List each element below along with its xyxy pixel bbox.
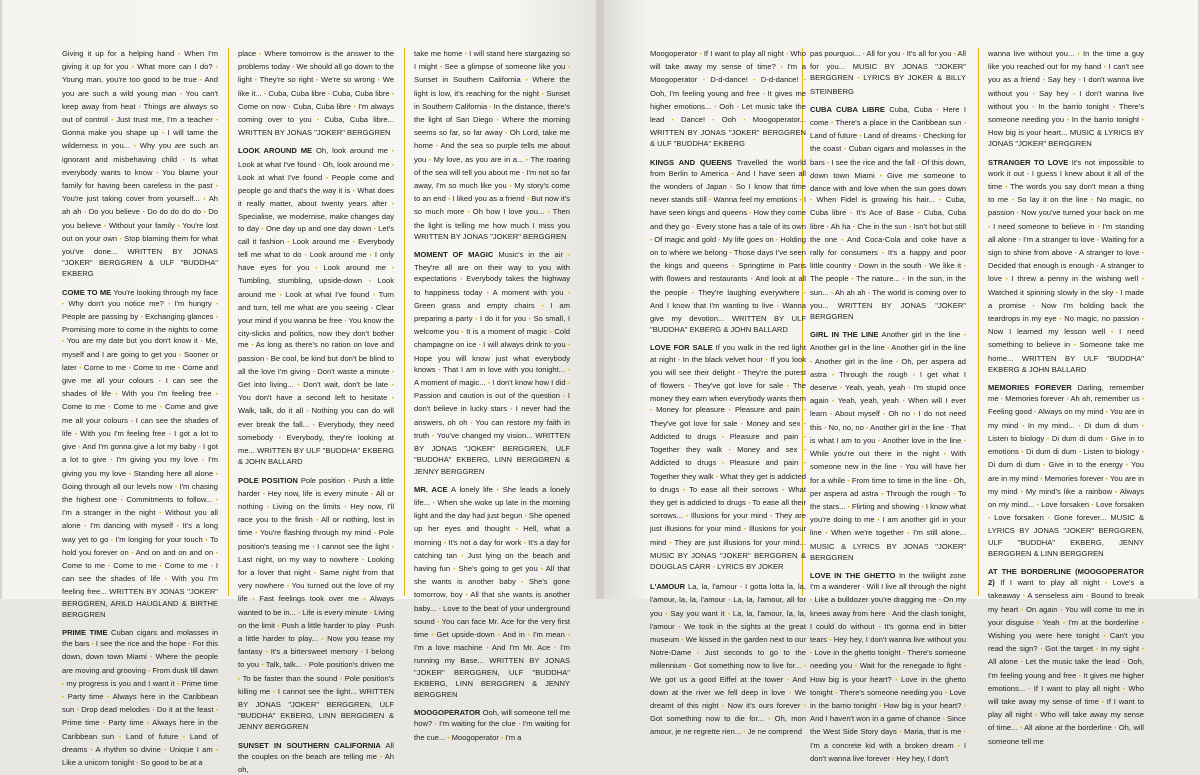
lyrics-text: Darling, remember me • Memories forever • Ah ah, remember us • Feeling good • Always on my mind • You are in my mind • In my mind... • Di dum di dum • Listen to biology • Di dum di dum • Give in to emotions • Di dum di dum • Listen to biology • Di dum di dum • Give in to the energy • You are in my mind • Memories forever • You are in my mind • My mind's like a rainbow • Always on my mind... • Love forsaken • Love forsaken • Love forsaken • Gone forever... MUSIC & LYRICS BY JONAS "JOKER" BERGGREN, ULF "BUDDHA" EKBERG, JENNY BERGGREN & LINN BERGGREN [988, 383, 1145, 558]
lyrics-continuation [62, 48, 218, 280]
lyrics-column-6 [988, 48, 1145, 746]
song-entry [988, 157, 1144, 375]
lyrics-text: Ooh, will someone tell me how? • I'm waiting for the clue • I'm waiting for the cue... • Moogoperator • I'm a [414, 708, 571, 742]
lyrics-text: If I want to play all night • Love's a takeaway • A senseless aim • Bound to break my heart • On again • You will come to me in your disguise • Yeah • I'm at the borderline • Wishing you were here tonight • Can't you read the sign? • Got the target • In my sight • All alone • Let the music take the lead • Ooh, I'm feeling young and free • It gives me higher emotions... • If I want to play all night • Who will take away my sense of time • If I want to play all night • Who will take away my sense of time... • All alone at the borderline • Oh, will someone tell me [988, 578, 1145, 746]
song-entry [238, 145, 394, 467]
column-rule [404, 48, 405, 596]
lyrics-text: You're looking through my face • Why don't you notice me? • I'm hungry • People are passing by • Exchanging glances • Promising more to come in the nights to come • You are my date but you don't know it • Me, myself and I are going to get you • Sooner or later • Come to me • Come to me • Come and give me all your colours • I can see the shades of life • With you I'm feeling free • Come to me • Come to me • Come and give me all your colours • I can see the shades of life • With you I'm feeling free • I got a lot to give • And I'm gonna give a lot my baby • I got a lot to give • I'm giving you my love • I'm giving you my love • Standing here all alone • Going through all our levels now • I'm chasing the highest one • Commitments to follow... • I'm a stranger in the night • Without you all alone • I'm dancing with myself • It's a long way yet to go • I'm longing for your touch • To hold you forever on • And on and on and on • Come to me • Come to me • Come to me • I can see the shades of life • With you I'm feeling free... WRITTEN BY JONAS "JOKER" BERGGREN, ARILD HAUGLAND & BIRTHE BERGGREN [62, 287, 219, 619]
song-entry [988, 566, 1144, 747]
lyrics-text: La, la, l'amour • I gotta lotta la, la, l'amour, la, la, l'amour • La, la, l'amour, all for you • Say you want it • La, la, l'amour, la, la, l'amour • We took in the sights at the great museum • We kissed in the garden next to our Notre-Dame • Just seconds to go to the millennium • Got something now to live for... • We got us a good Eiffel at the tower • And down at the river we fell deep in love • We dreamt of this night • Now it's ours forever • Got something now to die for... • Oh, mon amour, je ne regrette rien... • Je ne comprend [650, 582, 807, 737]
song-title: MR. ACE [414, 484, 448, 494]
lyrics-column-5 [810, 48, 967, 763]
lyrics-text: Another girl in the line • Another girl in the line • Another girl in the line • Another girl in the line • Oh, per aspera ad astra • Through the rough • I get what I deserve • Yeah, yeah, yeah • I'm stupid once again • Yeah, yeah, yeah • When will I ever learn • About myself • Oh no • I do not need this • No, no, no • Another girl in the line • That is what I am to you • Another love in the line • While you're out there in the night • With someone new in the line • You will have her for a while • From time to time in the line • Oh, per aspera ad astra • Through the rough • To the stars... • Flirting and showing • I know what you're doing to me • I am another girl in your line • When we're together • I'm still alone... MUSIC & LYRICS BY JONAS "JOKER" BERGGREN [810, 330, 967, 562]
song-entry [988, 382, 1144, 559]
song-entry [414, 707, 570, 745]
lyrics-text: A lonely life • She leads a lonely life... • When she woke up late in the morning light and the day had just begun • She opened up her eyes and thought • Hell, what a morning • It's not a day for work • It's a day for catching tan • Just lying on the beach and having fun • She's going to get you • All that she wants is another baby • She's gone tomorrow, boy • All that she wants is another baby... • Love to the beat of your underground sound • You can face Mr. Ace for the very first time • Get upside-down • And in • I'm mean • I'm a love machine • And I'm Mr. Ace • I'm running my Base... WRITTEN BY JONAS "JOKER" BERGGREN, ULF "BUDDHA" EKBERG, LINN BERGGREN & JENNY BERGGREN [414, 484, 571, 699]
song-entry [650, 342, 806, 574]
song-title: MEMORIES FOREVER [988, 383, 1072, 393]
song-title: LOOK AROUND ME [238, 146, 313, 156]
song-title: AT THE BORDERLINE (MOOGOPERATOR 2) [988, 566, 1144, 588]
lyrics-text: If you walk in the red light at night • In the black velvet hour • If you look you will see their delight • They're the purest of flowers • They've got love for sale • The money they earn when everybody wants them • Money for pleasure • Pleasure and pain • They've got love for sale • Money and sex • Addicted to drugs • Pleasure and pain • Together they walk • Money and sex • Addicted to drugs • Pleasure and pain • Together they walk • What they get is addicted to drugs • To ease all their sorrows • What they get is addicted to drugs • To ease all their sorrows... • Illusions for your mind • They are just illusions for your mind • Illusions for your mind • They are just illusions for your mind... MUSIC BY JONAS "JOKER" BERGGREN & DOUGLAS CARR • LYRICS BY JOKER [650, 343, 807, 571]
lyrics-continuation [988, 48, 1144, 150]
lyrics-text: take me home • I will stand here stargazing so I might • See a glimpse of someone like you • Sunset in Southern California • Where the light is low, it's reaching for the night • Sunset in Southern California • In the distance, there's the light of San Diego • Where the morning seems so far, so far away • Oh Lord, take me home • And the sea so purple tells me about you • My love, as you are in a... • The roaring of the sea will tell you about me • I'm not so far away, I'm so much like you • My story's come to an end • I liked you as a friend • But now it's so much more • Oh how I love you... • Then the light is telling me how much I miss you WRITTEN BY JONAS "JOKER" BERGGREN [414, 49, 571, 241]
lyrics-continuation [414, 48, 570, 242]
song-title: KINGS AND QUEENS [650, 157, 732, 167]
song-title: STRANGER TO LOVE [988, 157, 1069, 167]
song-title: MOOGOPERATOR [414, 708, 481, 718]
song-entry [62, 287, 218, 620]
lyrics-column-4 [650, 48, 807, 737]
left-edge [0, 0, 2, 599]
lyrics-continuation [650, 48, 806, 150]
column-rule [978, 48, 979, 596]
lyrics-text: It's not impossible to work it out • I guess I knew about it all of the time • The words you say don't mean a thing to me • So lay it on the line • No magic, no passion • Now you've turned your back on me • I need someone to believe in • I'm standing all alone • I'm a stranger to love • Waiting for a sign to shine from above • A stranger to love • Decided that enough is enough • A stranger to love • I threw a penny in the wishing well • Watched it spinning slowly in the sky • I made a promise • Now I'm holding back the teardrops in my eye • No magic, no passion • Now I learned my lesson well • I need something to believe in • Someone take me home... WRITTEN BY ULF "BUDDHA" EKBERG & JOHN BALLARD [988, 157, 1145, 374]
song-entry [810, 329, 966, 563]
song-entry [810, 570, 966, 766]
column-rule [228, 48, 229, 596]
song-title: MOMENT OF MAGIC [414, 250, 494, 260]
lyrics-text: Music's in the air • They're all are on their way to you with expectations • Everybody takes the highway to happiness today • A moment with you • Green grass and empty chairs • I am preparing a party • I do it for you • So small, I welcome you • It is a moment of magic • Cold champagne on ice • I will always drink to you • Hope you will know just what everybody knows • That I am in love with you tonight... • A moment of magic... • I don't know how I did • Passion and caution is out of the question • I don't believe in lucky stars • I never had the answers, oh oh • You can restore my faith in truth • You've changed my vision... WRITTEN BY JONAS "JOKER" BERGGREN, ULF "BUDDHA" EKBERG, LINN BERGGREN & JENNY BERGGREN [414, 250, 570, 476]
lyrics-text: Travelled the world from Berlin to America • And I have seen all the wonders of Japan • So I know that time never stands still • Wanna feel my emotions • I have seen kings and queens • How they come and they go • Every stone has a tale of its own • Of magic and gold • My life goes on • Holding on to where we belong • Those days I've seen the kings and queens • Springtime in Paris with flowers and restaurants • And look at all the people • They're laughing everywhere • And I know that I'm wanting to live • Wanna give my devotion... WRITTEN BY ULF "BUDDHA" EKBERG & JOHN BALLARD [650, 157, 807, 335]
song-title: GIRL IN THE LINE [810, 330, 879, 340]
lyrics-text: Moogoperator • If I want to play all night • Who will take away my sense of time? • I'm a Moogoperator • D-d-dance! • D-d-dance! • Ooh, I'm feeling young and free • It gives me higher emotions... • Ooh • Let music take the lead • Dance! • Ooh • Moogoperator... WRITTEN BY JONAS "JOKER" BERGGREN & ULF "BUDDHA" EKBERG [650, 49, 807, 149]
song-title: POLE POSITION [238, 475, 298, 485]
lyrics-text: Cuba, Cuba • Here I come • There's a place in the Caribbean sun • Land of future • Land of dreams • Checking for the coast • Cuban cigars and molasses in the bars • I see the rice and the fall • Of this down, down town Miami • Give me someone to dance with and love when the sun goes down • When Fidel is growing his hair... • Cuba, Cuba libre • It's Ace of Base • Cuba, Cuba libre • Ah ha • Che in the sun • Isn't hot but still the one • And Coca-Cola and coke have a rally for consumers • It's a happy and poor little country • Down in the south • We like it • The people • The nature... • In the sun, in the sun... • Ah ah ah • The world is coming over to you... WRITTEN BY JONAS "JOKER" BERGGREN [810, 104, 967, 322]
page-gutter [596, 0, 604, 599]
song-entry [62, 627, 218, 770]
lyrics-text: Pole position • Push a little harder • Hey now, life is every minute • All or nothing • Living on the limits • Hey now, I'll race you to the finish • All or nothing, lost in time • You're flashing through my mind • Pole position's teasing me • I cannot see the light • Last night, on my way to nowhere • Looking for a lover that night • Same night from that very nowhere • You turned out the love of my life • Fast feelings took over me • Always wanted to be in... • Life is every minute • Living on the limit • Push a little harder to play • Push a little harder to play... • Now you tease my fantasy • It's a bittersweet memory • I belong to you • Talk, talk... • Pole position's driven me • To be faster than the sound • Pole position's killing me • I cannot see the light... WRITTEN BY JONAS "JOKER" BERGGREN, ULF "BUDDHA" EKBERG, LINN BERGGREN & JENNY BERGGREN [238, 475, 395, 732]
song-title: COME TO ME [62, 287, 112, 297]
lyrics-text: Cuban cigars and molasses in the bars • I see the rice and the hope • For this down, down town Miami • Where the people are moving and grooving • From dusk till dawn • my progress is you and I want it • Prime time • Party time • Always here in the Caribbean sun • Drop dead melodies • Do it at the feast • Prime time • Party time • Always here in the Caribbean sun • Land of future • Land of dreams • A rhythm so divine • Unique I am • Like a unicorn tonight • So good to be at a [62, 627, 219, 767]
song-title: PRIME TIME [62, 627, 108, 637]
lyrics-text: Oh, look around me • Look at what I've found • Oh, look around me • Look at what I've found • People come and people go and that's the way it is • What does it really matter, about twenty years after • Specialise, we modernise, make changes day to day • One day up and one day down • Let's call it fashion • Look around me • Everybody tell me what to do • Look around me • I only have eyes for you • Look around me • Tumbling, stumbling, upside-down • Look around me • Look at what I've found • Turn and turn, tell me what are you seeing • Clear your mind if you wanna be free • You know the city-slicks and politics, now they don't bother me • As long as there's no ration on love and passion • Be cool, be kind but don't be blind to all the love I'm giving • Don't waste a minute • Get into living... • Don't wait, don't be late • You don't have a second left to hesitate • Walk, talk, do it all • Nothing you can do will ever break the fall... • Everybody, they need somebody • Everybody, they're looking at me... WRITTEN BY ULF "BUDDHA" EKBERG & JOHN BALLARD [238, 146, 394, 467]
lyrics-column-1 [62, 48, 219, 767]
lyrics-column-2 [238, 48, 395, 774]
lyrics-text: In the twilight zone I'm a wanderer • Will I live all through the night • Like a bulldozer you're dragging me • On my knees away from here • And the clash tonight, I could do without • It's gonna end in bitter tears • Hey hey, I don't wanna live without you • Love in the ghetto tonight • There's someone needing you • Wait for the renegade to fight • How big is your heart? • Love in the ghetto tonight • There's someone needing you • Love in the barrio tonight • How big is your heart? • And I haven't won in a game of chance • Since the West Side Story days • Maria, that is me • I'm a concrete kid with a broken dream • I don't wanna live forever • Hey hey, I don't [810, 570, 966, 763]
song-title: SUNSET IN SOUTHERN CALIFORNIA [238, 740, 381, 750]
song-entry [238, 475, 394, 733]
lyrics-column-3 [414, 48, 571, 742]
lyrics-text: pas pourquoi... • All for you • It's all for you • All for you... MUSIC BY JONAS "JOKER" BERGGREN • LYRICS BY JOKER & BILLY STEINBERG [810, 49, 966, 96]
lyrics-text: Giving it up for a helping hand • When I'm giving it up for you • What more can I do? • Young man, you're too good to be true • And you are such a wild young man • You can't keep away from heat • Things are always so out of control • Just trust me, I'm a teacher • Gonna make you shape up • I will tame the wilderness in you... • Why you are such an ignorant and misbehaving child • Is what everybody wants to know • You blame your family for having been careless in the past • You're just taking cover from yourself... • Ah ah ah • Do you believe • Do do do do do • Do you believe • Without your family • You're lost out on your own • Stop blaming them for what you've done... WRITTEN BY JONAS "JOKER" BERGGREN & ULF "BUDDHA" EKBERG [62, 49, 219, 279]
song-entry [414, 484, 570, 700]
lyrics-continuation [810, 48, 966, 97]
song-entry [414, 249, 570, 477]
song-title: LOVE FOR SALE [650, 343, 713, 353]
song-entry [810, 104, 966, 322]
song-title: LOVE IN THE GHETTO [810, 570, 896, 580]
song-entry [238, 740, 394, 775]
lyrics-text: place • Where tomorrow is the answer to the problems today • We should all go down to the light • They're so right • We're so wrong • We like it... • Cuba, Cuba libre • Cuba, Cuba libre • Come on now • Cuba, Cuba libre • I'm always coming over to you • Cuba, Cuba libre... WRITTEN BY JONAS "JOKER" BERGGREN [238, 49, 394, 138]
lyrics-continuation [238, 48, 394, 138]
lyrics-text: wanna live without you... • In the time a guy like you reached out for my hand • I can't see you as a friend • Say hey • I don't wanna live without you • Say hey • I don't wanna live without you • In the barrio tonight • There's someone needing you • In the barrio tonight • How big is your heart... MUSIC & LYRICS BY JONAS "JOKER" BERGGREN [988, 49, 1145, 149]
song-title: CUBA CUBA LIBRE [810, 104, 885, 114]
song-entry [650, 581, 806, 739]
lyrics-text: All the couples on the beach are telling me • Ah oh, [238, 740, 395, 774]
song-title: L'AMOUR [650, 582, 686, 592]
song-entry [650, 157, 806, 336]
